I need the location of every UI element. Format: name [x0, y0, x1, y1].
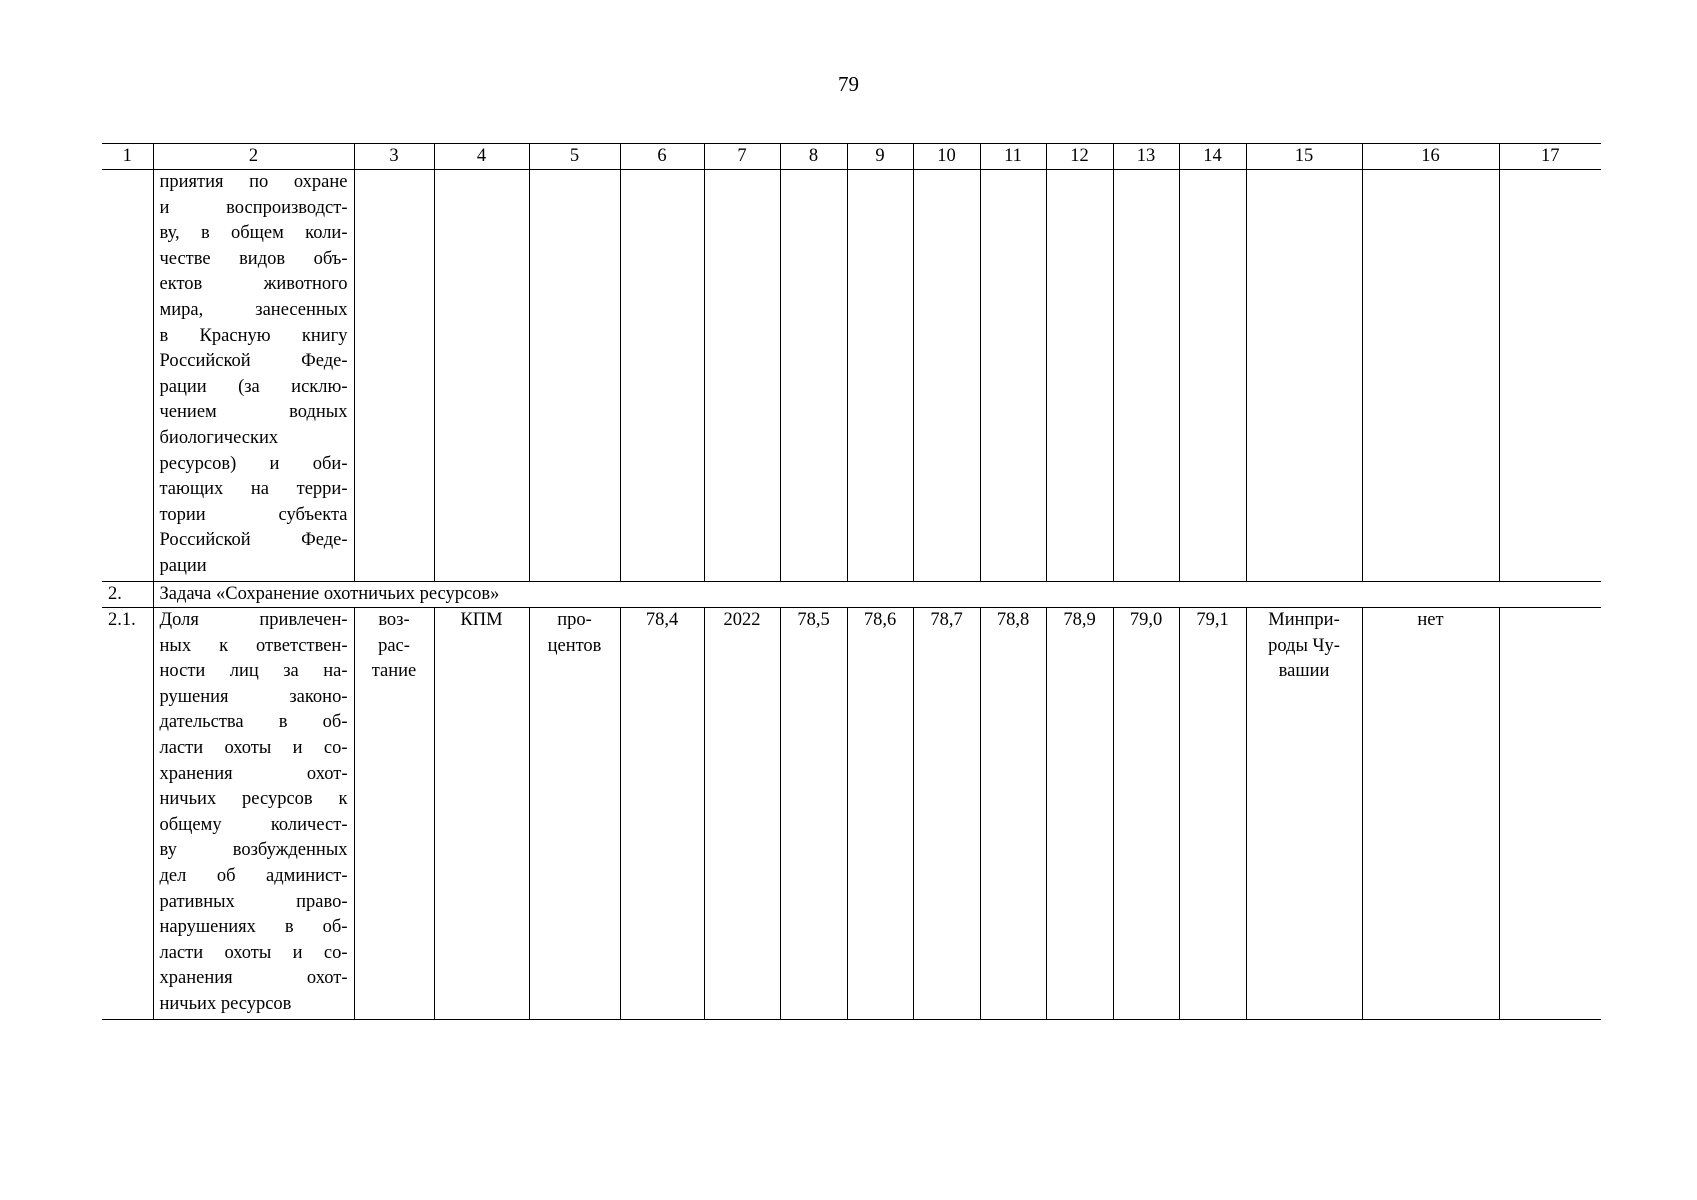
column-number: 4	[434, 144, 529, 170]
column-17-value	[1499, 608, 1601, 1020]
text-line: рации	[159, 555, 207, 576]
cell-empty	[704, 170, 780, 582]
column-number: 8	[780, 144, 847, 170]
column-number: 15	[1246, 144, 1362, 170]
text-line: рас-	[378, 635, 410, 656]
continuation-text	[153, 170, 354, 582]
section-number: 2.	[102, 582, 153, 608]
text-line: ничьих ресурсов к	[159, 789, 348, 810]
text-line: вашии	[1278, 661, 1330, 682]
cell-empty	[620, 170, 704, 582]
column-number: 2	[153, 144, 354, 170]
column-number: 16	[1362, 144, 1499, 170]
text-line: тории субъекта	[159, 504, 348, 525]
text-line: ласти охоты и со-	[159, 942, 348, 963]
text-line: мира, занесенных	[159, 299, 348, 320]
column-number: 11	[980, 144, 1046, 170]
value-cell: 78,9	[1046, 608, 1113, 1020]
text-line: и воспроизводст-	[159, 197, 348, 218]
cell-empty	[102, 170, 153, 582]
cell-empty	[1179, 170, 1246, 582]
cell-empty	[1046, 170, 1113, 582]
cell-empty	[780, 170, 847, 582]
column-numbers-row	[102, 144, 1601, 170]
text-line: роды Чу-	[1268, 635, 1340, 656]
column-number: 6	[620, 144, 704, 170]
cell-empty	[1246, 170, 1362, 582]
text-line: центов	[547, 635, 602, 656]
column-number: 7	[704, 144, 780, 170]
text-line: в Красную книгу	[159, 325, 348, 346]
text-line: ративных право-	[159, 891, 348, 912]
cell-empty	[529, 170, 620, 582]
column-number: 17	[1499, 144, 1601, 170]
value-cell: 78,7	[913, 608, 980, 1020]
indicator-type: КПМ	[434, 608, 529, 1020]
base-year: 2022	[704, 608, 780, 1020]
continuation-row	[102, 170, 1601, 582]
cell-empty	[847, 170, 913, 582]
indicator-name	[153, 608, 354, 1020]
cell-empty	[1113, 170, 1179, 582]
column-number: 5	[529, 144, 620, 170]
responsible	[1246, 608, 1362, 1020]
text-line: ности лиц за на-	[159, 661, 348, 682]
text-line: приятия по охране	[159, 172, 348, 192]
text-line: Доля привлечен-	[159, 610, 348, 630]
value-cell: 79,0	[1113, 608, 1179, 1020]
text-line: общему количест-	[159, 814, 348, 835]
value-cell: 79,1	[1179, 608, 1246, 1020]
indicator-row	[102, 608, 1601, 1020]
indicators-table	[102, 143, 1601, 1020]
section-title: Задача «Сохранение охотничьих ресурсов»	[153, 582, 1601, 608]
text-line: Минпри-	[1268, 610, 1340, 630]
column-number: 10	[913, 144, 980, 170]
text-line: рушения законо-	[159, 686, 348, 707]
text-line: дательства в об-	[159, 712, 348, 733]
column-16-value: нет	[1362, 608, 1499, 1020]
column-number: 12	[1046, 144, 1113, 170]
column-number: 3	[354, 144, 434, 170]
column-number: 14	[1179, 144, 1246, 170]
cell-empty	[913, 170, 980, 582]
text-line: ласти охоты и со-	[159, 737, 348, 758]
cell-empty	[354, 170, 434, 582]
text-line: ничьих ресурсов	[159, 993, 292, 1014]
text-line: рации (за исклю-	[159, 376, 348, 397]
cell-empty	[434, 170, 529, 582]
text-line: воз-	[378, 610, 410, 630]
text-line: тающих на терри-	[159, 479, 348, 500]
page-number: 79	[838, 72, 859, 96]
text-line: тание	[371, 661, 417, 682]
text-line: ресурсов) и оби-	[159, 453, 348, 474]
column-number: 1	[102, 144, 153, 170]
text-line: ектов животного	[159, 274, 348, 295]
text-line: ных к ответствен-	[159, 635, 348, 656]
indicator-trend	[354, 608, 434, 1020]
column-number: 13	[1113, 144, 1179, 170]
text-line: честве видов объ-	[159, 248, 348, 269]
cell-empty	[1362, 170, 1499, 582]
text-line: хранения охот-	[159, 968, 348, 989]
text-line: хранения охот-	[159, 763, 348, 784]
indicator-unit	[529, 608, 620, 1020]
text-line: про-	[557, 610, 592, 630]
text-line: Российской Феде-	[159, 530, 348, 551]
base-value: 78,4	[620, 608, 704, 1020]
value-cell: 78,6	[847, 608, 913, 1020]
indicator-number: 2.1.	[102, 608, 153, 1020]
text-line: биологических	[159, 427, 279, 448]
text-line: ву, в общем коли-	[159, 223, 348, 244]
text-line: Российской Феде-	[159, 351, 348, 372]
text-line: дел об админист-	[159, 865, 348, 886]
text-line: ву возбужденных	[159, 840, 348, 861]
value-cell: 78,8	[980, 608, 1046, 1020]
column-number: 9	[847, 144, 913, 170]
cell-empty	[980, 170, 1046, 582]
cell-empty	[1499, 170, 1601, 582]
value-cell: 78,5	[780, 608, 847, 1020]
section-row	[102, 582, 1601, 608]
text-line: чением водных	[159, 402, 348, 423]
text-line: нарушениях в об-	[159, 917, 348, 938]
